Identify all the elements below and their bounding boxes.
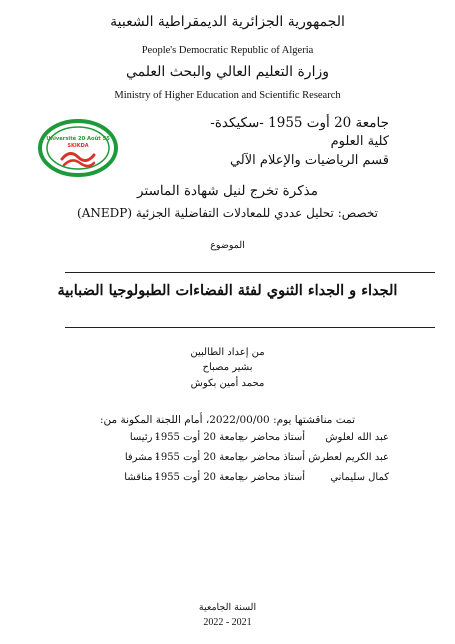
university-name: جامعة 20 أوت 1955 -سكيكدة- bbox=[210, 115, 389, 131]
jury-rank: أستاذ محاضر ب bbox=[238, 472, 305, 483]
svg-text:Université 20 Août 55: Université 20 Août 55 bbox=[46, 136, 110, 142]
memo-type: مذكرة تخرج لنيل شهادة الماستر bbox=[137, 183, 318, 199]
jury-name: عبد الله لعلوش bbox=[325, 432, 389, 443]
jury-row bbox=[89, 452, 389, 472]
subject-label: الموضوع bbox=[210, 240, 245, 251]
department-name: قسم الرياضيات والإعلام الآلي bbox=[229, 153, 389, 168]
jury-university: جامعة 20 أوت 1955 bbox=[154, 432, 244, 443]
republic-arabic: الجمهورية الجزائرية الديمقراطية الشعبية bbox=[110, 14, 345, 30]
jury-row bbox=[89, 472, 389, 492]
academic-year: 2022 - 2021 bbox=[203, 617, 252, 628]
ministry-arabic: وزارة التعليم العالي والبحث العلمي bbox=[126, 64, 329, 80]
defense-statement: تمت مناقشتها يوم: 2022/00/00، أمام اللجنة المكونة من: bbox=[99, 414, 356, 426]
jury-name: كمال سليماني bbox=[330, 472, 389, 483]
republic-english: People's Democratic Republic of Algeria bbox=[141, 45, 314, 56]
jury-rank: أستاذ محاضر ب bbox=[238, 452, 305, 463]
faculty-name: كلية العلوم bbox=[330, 134, 389, 149]
specialty: تخصص: تحليل عددي للمعادلات التفاضلية الجزئية (ANEDP) bbox=[77, 206, 378, 220]
thesis-title: الجداء و الجداء الثنوي لفئة الفضاءات الطبولوجيا الضبابية bbox=[57, 282, 398, 299]
jury-rank: أستاذ محاضر ب bbox=[238, 432, 305, 443]
ministry-english: Ministry of Higher Education and Scientific Research bbox=[114, 90, 341, 101]
jury-role: - مناقشا bbox=[124, 472, 159, 483]
title-rule-top bbox=[65, 272, 435, 273]
jury-university: جامعة 20 أوت 1955 bbox=[154, 452, 244, 463]
students-label: من إعداد الطالبين bbox=[190, 347, 265, 358]
jury-role: - رئيسا bbox=[129, 432, 159, 443]
jury-name: عبد الكريم لعطرش bbox=[308, 452, 389, 463]
student-name: محمد أمين بكوش bbox=[190, 378, 265, 389]
student-name: بشير مصباح bbox=[202, 362, 253, 373]
academic-year-label: السنة الجامعية bbox=[198, 602, 257, 613]
title-rule-bottom bbox=[65, 327, 435, 328]
jury-university: جامعة 20 أوت 1955 bbox=[154, 472, 244, 483]
university-logo bbox=[38, 119, 118, 177]
jury-row bbox=[89, 432, 389, 452]
svg-text:SKIKDA: SKIKDA bbox=[67, 143, 89, 149]
jury-role: - مشرفا bbox=[124, 452, 159, 463]
